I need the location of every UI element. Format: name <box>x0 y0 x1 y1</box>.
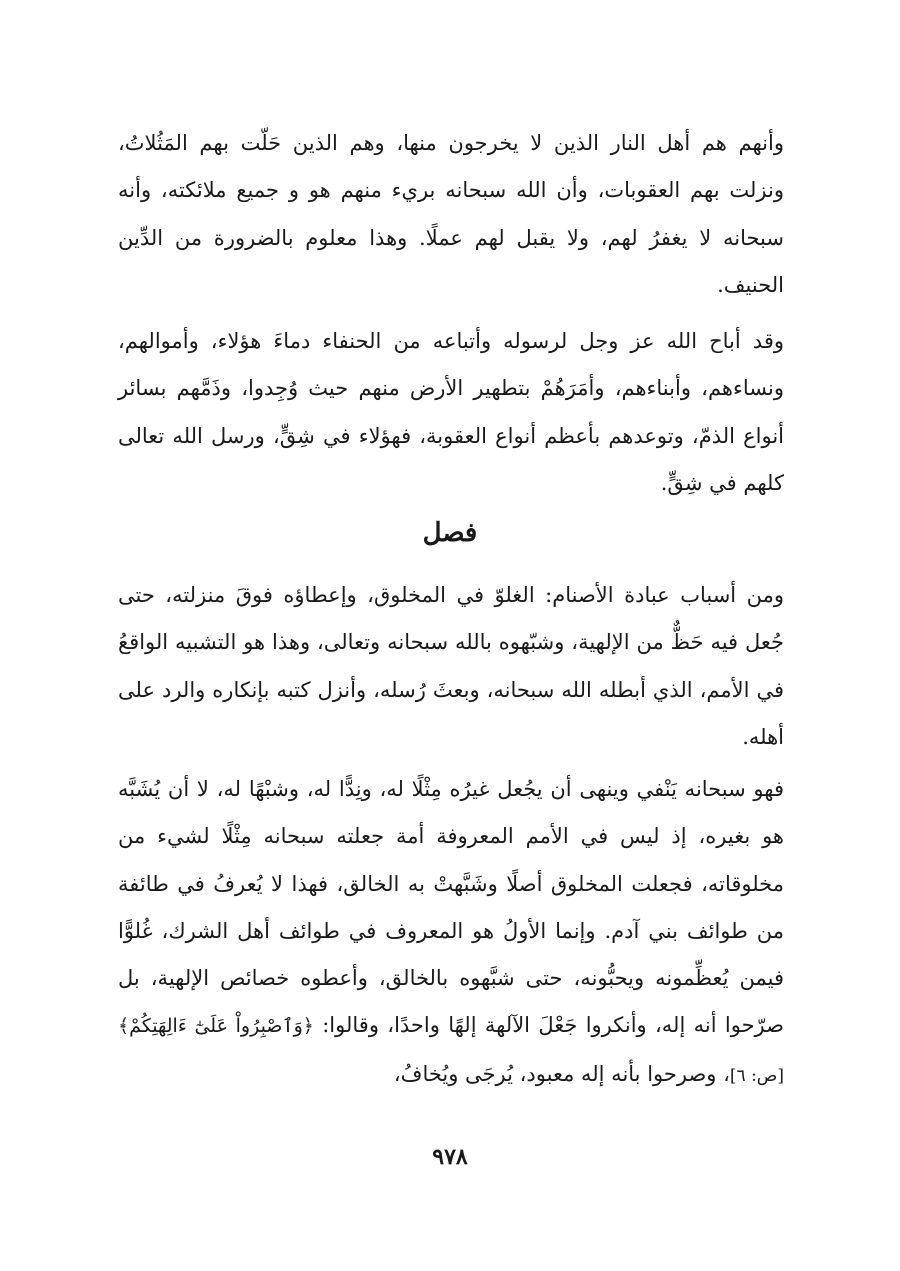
verse-reference: [ص: ٦] <box>729 1065 784 1086</box>
paragraph-4-ending: ، وصرحوا بأنه إله معبود، يُرجَى ويُخافُ، <box>393 1061 730 1086</box>
paragraph-4 <box>118 766 784 1100</box>
paragraph-2: وقد أباح الله عز وجل لرسوله وأتباعه من الحنفاء دماءَ هؤلاء، وأموالهم، ونساءهم، وأبناءهم، وأمَرَهُمْ بتطهير الأرض منهم حيث وُجِدوا، وذَمَّهم بسائر أنواع الذمّ، وتوعدهم بأعظم أنواع العقوبة، فهؤلاء في شِقٍّ، ورسل الله تعالى كلهم في شِقٍّ. <box>118 329 784 495</box>
paragraph-4-text: فهو سبحانه يَنْفي وينهى أن يجُعل غيرُه مِثْلًا له، ونِدًّا له، وشبْهًا له، لا أن يُشَبَّه هو بغيره، إذ ليس في الأمم المعروفة أمة جعلته سبحانه مِثْلًا لشيء من مخلوقاته، فجعلت المخلوق أصلًا وشَبَّهتْ به الخالق، فهذا لا يُعرفُ في طائفة من طوائف بني آدم. وإنما الأولُ هو المعروف في طوائف أهل الشرك، غُلوًّا فيمن يُعظِّمونه ويحبُّونه، حتى شبَّهوه بالخالق، وأعطوه خصائص الإلهية، بل صرّحوا أنه إله، وأنكروا جَعْلَ الآلهة إلهًا واحدًا، وقالوا: <box>118 777 784 1038</box>
section-heading: فصل <box>422 518 478 548</box>
paragraph-3: ومن أسباب عبادة الأصنام: الغلوّ في المخلوق، وإعطاؤه فوقَ منزلته، حتى جُعل فيه حَظٌّ من الإلهية، وشبّهوه بالله سبحانه وتعالى، وهذا هو التشبيه الواقعُ في الأمم، الذي أبطله الله سبحانه، وبعثَ رُسله، وأنزل كتبه بإنكاره والرد على أهله. <box>118 583 784 749</box>
paragraph-1: وأنهم هم أهل النار الذين لا يخرجون منها، وهم الذين حَلّت بهم المَثُلاتُ، ونزلت بهم العقوبات، وأن الله سبحانه بريء منهم هو و جميع ملائكته، وأنه سبحانه لا يغفرُ لهم، ولا يقبل لهم عملًا. وهذا معلوم بالضرورة من الدِّين الحنيف. <box>118 131 784 297</box>
quran-verse: ﴿وَٱصْبِرُواْ عَلَىٰٓ ءَالِهَتِكُمْ﴾ <box>118 1015 314 1038</box>
page-number: ٩٧٨ <box>432 1144 468 1170</box>
